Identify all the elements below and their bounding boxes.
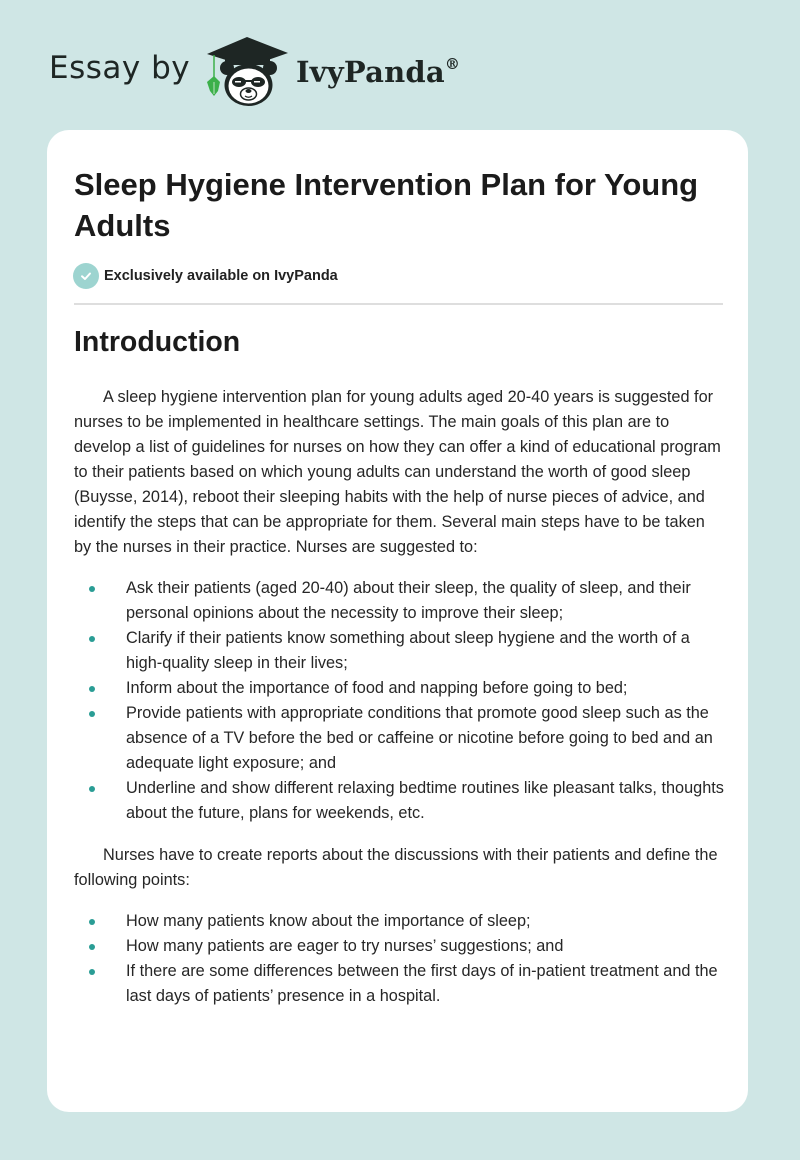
- bullet-icon: [89, 919, 95, 925]
- reports-paragraph: Nurses have to create reports about the discussions with their patients and define the following points:: [74, 846, 718, 889]
- list-item-text: Underline and show different relaxing bedtime routines like pleasant talks, thoughts about the future, plans for weekends, etc.: [126, 779, 724, 822]
- panda-graduate-logo-icon[interactable]: [203, 36, 293, 108]
- exclusive-badge: [73, 263, 338, 289]
- list-item: [74, 934, 726, 959]
- bullet-icon: [89, 786, 95, 792]
- essay-by-label: Essay by: [49, 50, 191, 86]
- list-item: [74, 776, 726, 826]
- essay-card: [47, 130, 748, 1112]
- divider: [74, 303, 723, 305]
- steps-list: [74, 576, 726, 826]
- list-item: [74, 959, 726, 1009]
- brand-name[interactable]: [296, 55, 460, 89]
- list-item: [74, 676, 726, 701]
- exclusive-text: Exclusively available on IvyPanda: [104, 268, 338, 284]
- list-item-text: Provide patients with appropriate conditions that promote good sleep such as the absence of a TV before the bed or caffeine or nicotine before going to bed and an adequate light exposure; and: [126, 704, 713, 772]
- brand-text: IvyPanda: [296, 55, 445, 89]
- list-item-text: How many patients are eager to try nurses’ suggestions; and: [126, 937, 564, 955]
- report-points-list: [74, 909, 726, 1009]
- list-item-text: How many patients know about the importance of sleep;: [126, 912, 531, 930]
- bullet-icon: [89, 711, 95, 717]
- page-title: Sleep Hygiene Intervention Plan for Young Adults: [74, 167, 699, 243]
- list-item-text: Ask their patients (aged 20-40) about their sleep, the quality of sleep, and their personal opinions about the necessity to improve their sleep;: [126, 579, 691, 622]
- list-item: [74, 626, 726, 676]
- list-item-text: Clarify if their patients know something about sleep hygiene and the worth of a high-quality sleep in their lives;: [126, 629, 690, 672]
- bullet-icon: [89, 586, 95, 592]
- bullet-icon: [89, 686, 95, 692]
- section-heading-introduction: Introduction: [74, 326, 241, 358]
- list-item-text: If there are some differences between the first days of in-patient treatment and the last days of patients’ presence in a hospital.: [126, 962, 718, 1005]
- list-item: [74, 576, 726, 626]
- check-circle-icon: [73, 263, 99, 289]
- bullet-icon: [89, 636, 95, 642]
- bullet-icon: [89, 969, 95, 975]
- registered-mark: ®: [444, 55, 461, 74]
- bullet-icon: [89, 944, 95, 950]
- list-item: [74, 701, 726, 776]
- site-header: [0, 0, 800, 130]
- intro-paragraph: A sleep hygiene intervention plan for young adults aged 20-40 years is suggested for nurses to be implemented in healthcare settings. The main goals of this plan are to develop a list of guidelines for nurses on how they can offer a kind of educational program to their patients based on which young adults can understand the worth of good sleep (Buysse, 2014), reboot their sleeping habits with the help of nurse pieces of advice, and identify the steps that can be appropriate for them. Several main steps have to be taken by the nurses in their practice. Nurses are suggested to:: [74, 388, 721, 556]
- list-item: [74, 909, 726, 934]
- list-item-text: Inform about the importance of food and napping before going to bed;: [126, 679, 628, 697]
